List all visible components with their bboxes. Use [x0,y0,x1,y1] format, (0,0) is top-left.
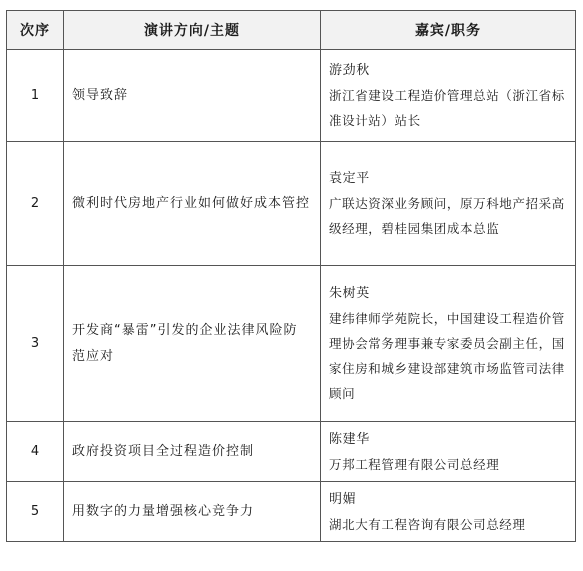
guest-title: 广联达资深业务顾问，原万科地产招采高级经理，碧桂园集团成本总监 [329,196,565,236]
agenda-table [6,10,576,542]
guest-cell [321,142,576,266]
row-number: 1 [7,50,64,142]
guest-name: 明媚 [329,491,357,507]
header-guest: 嘉宾/职务 [321,11,576,50]
guest-cell [321,266,576,422]
table-row [7,266,576,422]
topic-cell: 领导致辞 [64,50,321,142]
guest-cell [321,50,576,142]
guest-name: 袁定平 [329,171,370,186]
topic-cell: 用数字的力量增强核心竞争力 [64,482,321,542]
topic-cell: 开发商“暴雷”引发的企业法律风险防范应对 [64,266,321,422]
guest-title: 浙江省建设工程造价管理总站（浙江省标准设计站）站长 [329,88,565,128]
guest-name: 朱树英 [329,286,370,301]
row-number: 3 [7,266,64,422]
row-number: 5 [7,482,64,542]
table-row [7,50,576,142]
guest-title: 建纬律师学苑院长，中国建设工程造价管理协会常务理事兼专家委员会副主任，国家住房和城乡建设部建筑市场监管司法律顾问 [329,311,565,401]
table-row [7,142,576,266]
guest-name: 游劲秋 [329,63,370,78]
guest-title: 万邦工程管理有限公司总经理 [329,456,500,472]
guest-title: 湖北大有工程咨询有限公司总经理 [329,516,526,532]
header-topic: 演讲方向/主题 [64,11,321,50]
header-order: 次序 [7,11,64,50]
topic-cell: 微利时代房地产行业如何做好成本管控 [64,142,321,266]
topic-cell: 政府投资项目全过程造价控制 [64,422,321,482]
header-row [7,11,576,50]
row-number: 2 [7,142,64,266]
guest-cell [321,422,576,482]
guest-cell [321,482,576,542]
table-row [7,422,576,482]
table-row [7,482,576,542]
guest-name: 陈建华 [329,431,370,447]
row-number: 4 [7,422,64,482]
